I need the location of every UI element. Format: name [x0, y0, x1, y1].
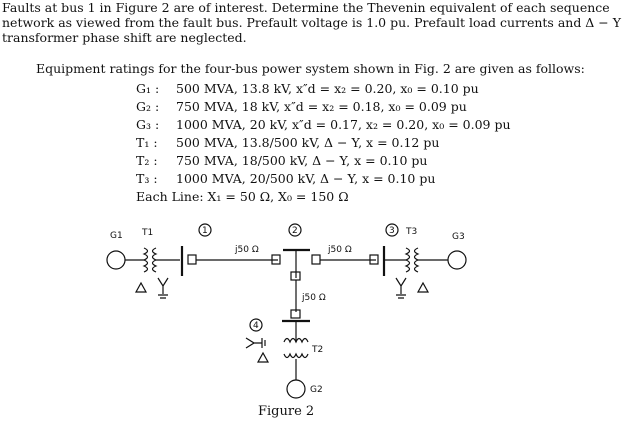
rating-label: T₁ : [136, 135, 158, 150]
rating-label: T₂ : [136, 153, 158, 168]
t2-label: T2 [312, 345, 324, 355]
transformer-t2-secondary-icon [284, 354, 308, 358]
line-2-4-impedance: j50 Ω [302, 293, 326, 303]
rating-label: T₃ : [136, 171, 158, 186]
g2-label: G2 [310, 385, 323, 395]
ratings-lead: Equipment ratings for the four-bus power system shown in Fig. 2 are given as follows: [36, 61, 585, 76]
g3-label: G3 [452, 232, 465, 242]
transformer-t1-primary-icon [144, 248, 148, 272]
transformer-t1-secondary-icon [153, 248, 157, 272]
rating-text: 500 MVA, 13.8 kV, x″d = x₂ = 0.20, x₀ = 0.10 pu [176, 81, 479, 96]
grounded-wye-t1-icon [158, 278, 168, 298]
bus-1-number: 1 [202, 226, 208, 236]
rating-label: G₁ : [136, 81, 160, 96]
breaker-2-3-a-icon [312, 255, 320, 264]
breaker-1-2-a-icon [188, 255, 196, 264]
transformer-t3-primary-icon [406, 248, 410, 272]
rating-text: 750 MVA, 18 kV, x″d = x₂ = 0.18, x₀ = 0.09 pu [176, 99, 467, 114]
g1-label: G1 [110, 231, 123, 241]
rating-g2 [136, 98, 511, 116]
rating-t2 [136, 152, 511, 170]
figure-2-diagram [100, 220, 520, 420]
line-1-2-impedance: j50 Ω [235, 245, 259, 255]
rating-text: 1000 MVA, 20/500 kV, Δ − Y, x = 0.10 pu [176, 171, 436, 186]
rating-g1 [136, 80, 511, 98]
t3-label: T3 [406, 227, 418, 237]
generator-g1-icon [107, 251, 125, 269]
bus-4-number: 4 [253, 321, 259, 331]
rating-g3 [136, 116, 511, 134]
generator-g3-icon [448, 251, 466, 269]
transformer-t3-secondary-icon [415, 248, 419, 272]
delta-t3-icon [418, 283, 428, 292]
grounded-wye-t3-icon [396, 278, 406, 298]
equipment-ratings [136, 80, 511, 206]
t1-label: T1 [142, 228, 154, 238]
delta-t2-icon [258, 353, 268, 362]
problem-statement [2, 0, 628, 45]
problem-intro: Faults at bus 1 in Figure 2 are of interest. Determine the Thevenin equivalent of each sequence network as viewed from the fault bus. Prefault voltage is 1.0 pu. Prefault load currents and Δ − Y transformer phase shift are neglected. [2, 0, 622, 45]
bus-2-number: 2 [292, 226, 298, 236]
rating-text: 500 MVA, 13.8/500 kV, Δ − Y, x = 0.12 pu [176, 135, 440, 150]
rating-text: 750 MVA, 18/500 kV, Δ − Y, x = 0.10 pu [176, 153, 428, 168]
one-line-diagram [100, 220, 520, 420]
rating-label: G₃ : [136, 117, 160, 132]
generator-g2-icon [287, 380, 305, 398]
delta-t1-icon [136, 283, 146, 292]
rating-label: G₂ : [136, 99, 160, 114]
rating-text: 1000 MVA, 20 kV, x″d = 0.17, x₂ = 0.20, x₀ = 0.09 pu [176, 117, 511, 132]
rating-t3 [136, 170, 511, 188]
rating-line: Each Line: X₁ = 50 Ω, X₀ = 150 Ω [136, 189, 349, 204]
grounded-wye-t2-icon [246, 338, 265, 348]
figure-caption: Figure 2 [258, 404, 315, 419]
rating-t1 [136, 134, 511, 152]
line-2-3-impedance: j50 Ω [328, 245, 352, 255]
bus-3-number: 3 [389, 226, 395, 236]
